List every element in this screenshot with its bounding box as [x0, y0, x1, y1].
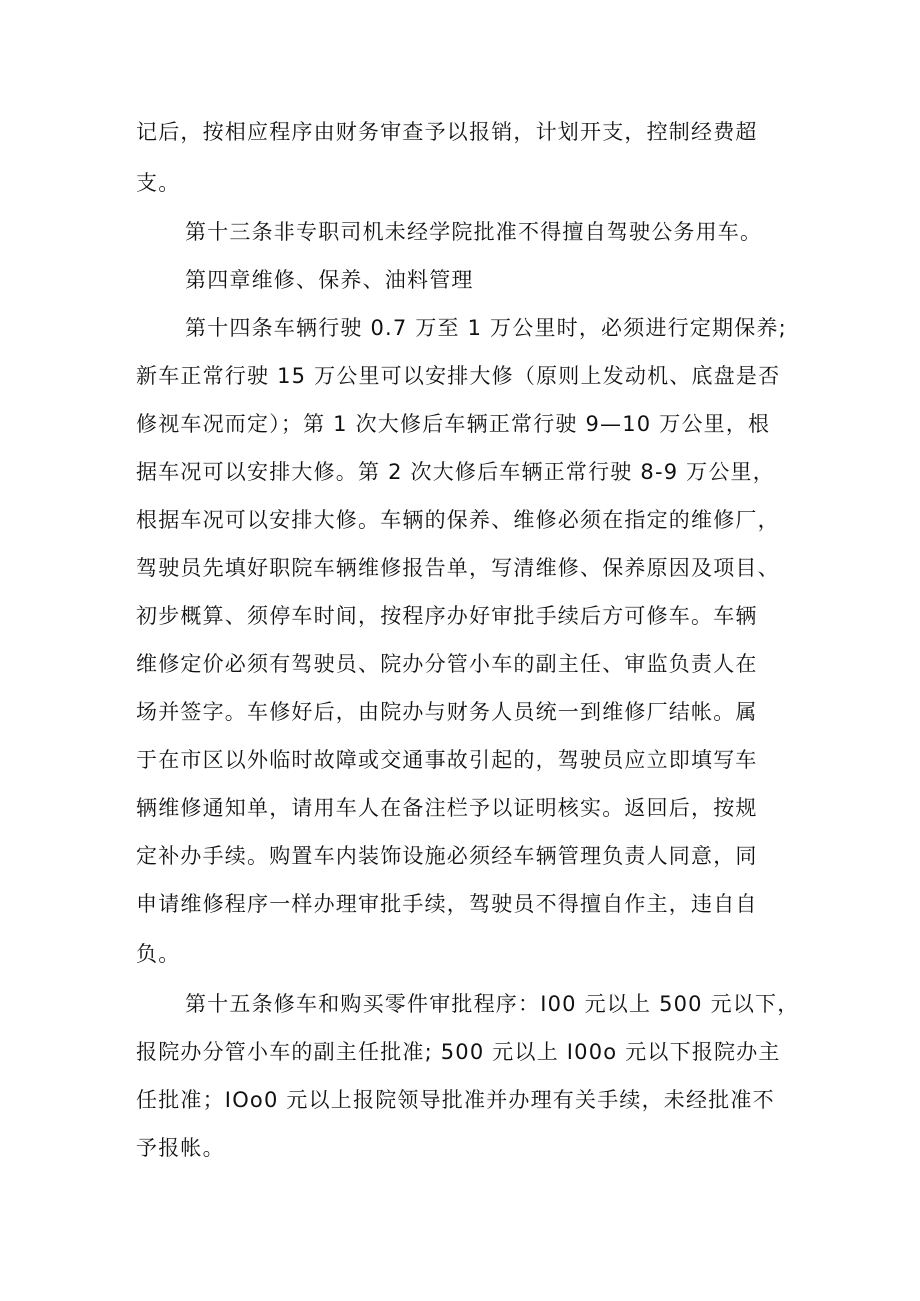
text-line: 新车正常行驶 15 万公里可以安排大修（原则上发动机、底盘是否	[136, 364, 781, 388]
text-line: 任批准；IOo0 元以上报院领导批准并办理有关手续，未经批准不	[136, 1088, 775, 1112]
text-line: 于在市区以外临时故障或交通事故引起的，驾驶员应立即填写车	[136, 748, 758, 772]
text-line: 报院办分管小车的副主任批准; 500 元以上 I00o 元以下报院办主	[136, 1040, 781, 1064]
text-line: 初步概算、须停车时间，按程序办好审批手续后方可修车。车辆	[136, 604, 758, 628]
text-line: 予报帐。	[136, 1136, 225, 1160]
text-line: 辆维修通知单，请用车人在备注栏予以证明核实。返回后，按规	[136, 796, 758, 820]
text-line: 定补办手续。购置车内装饰设施必须经车辆管理负责人同意，同	[136, 844, 758, 868]
text-line: 修视车况而定）；第 1 次大修后车辆正常行驶 9—10 万公里，根	[136, 412, 771, 436]
text-line: 第十五条修车和购买零件审批程序：I00 元以上 500 元以下，	[185, 992, 800, 1016]
text-line: 场并签字。车修好后，由院办与财务人员统一到维修厂结帐。属	[136, 700, 758, 724]
text-line: 据车况可以安排大修。第 2 次大修后车辆正常行驶 8-9 万公里，	[136, 460, 775, 484]
chapter-heading: 第四章维修、保养、油料管理	[185, 268, 474, 292]
text-line: 第十四条车辆行驶 0.7 万至 1 万公里时，必须进行定期保养;	[185, 316, 787, 340]
text-line: 第十三条非专职司机未经学院批准不得擅自驾驶公务用车。	[185, 220, 763, 244]
text-line: 申请维修程序一样办理审批手续，驾驶员不得擅自作主，违自自	[136, 892, 758, 916]
text-line: 驾驶员先填好职院车辆维修报告单，写清维修、保养原因及项目、	[136, 556, 780, 580]
text-line: 根据车况可以安排大修。车辆的保养、维修必须在指定的维修厂，	[136, 508, 780, 532]
text-line: 维修定价必须有驾驶员、院办分管小车的副主任、审监负责人在	[136, 652, 758, 676]
text-line: 支。	[136, 171, 181, 195]
text-line: 记后，按相应程序由财务审查予以报销，计划开支，控制经费超	[136, 120, 758, 144]
text-line: 负。	[136, 942, 181, 966]
